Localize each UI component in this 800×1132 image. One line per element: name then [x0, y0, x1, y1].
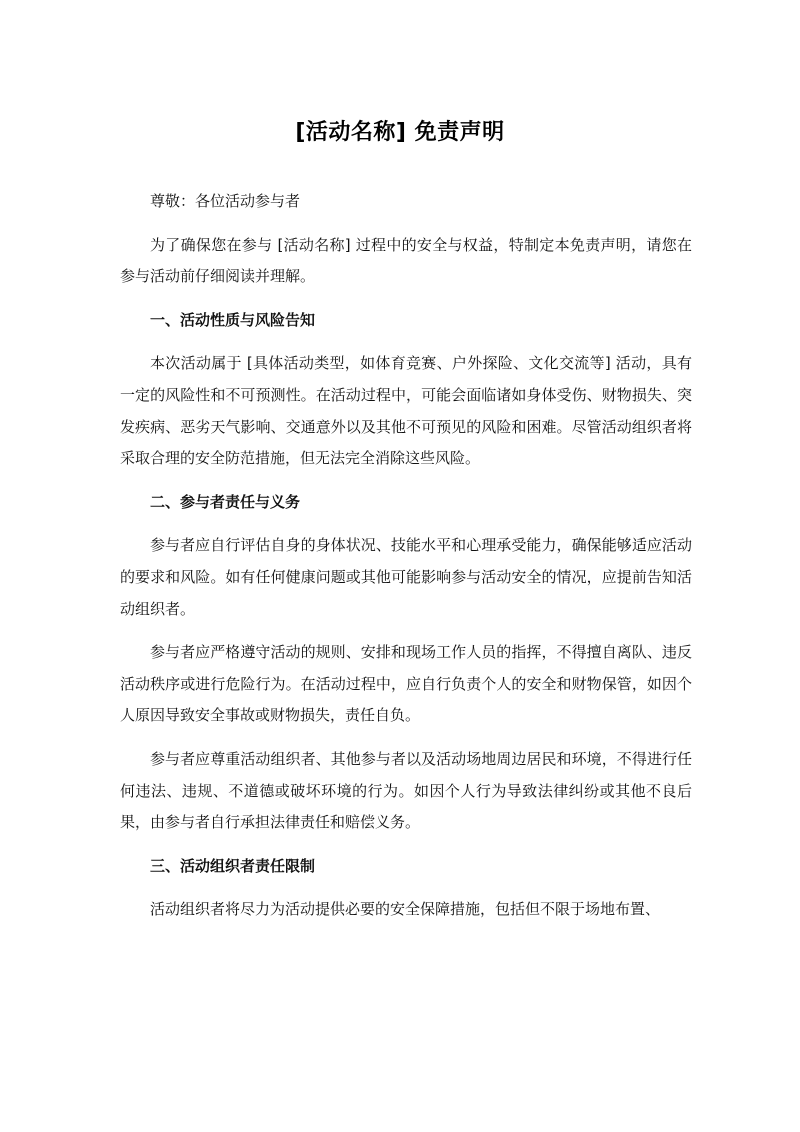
section-heading-organizer-liability: 三、活动组织者责任限制	[150, 856, 316, 875]
section-heading-risk-notice: 一、活动性质与风险告知	[150, 310, 316, 329]
intro-paragraph: 为了确保您在参与 [活动名称] 过程中的安全与权益，特制定本免责声明，请您在参与活动前仔细阅读并理解。	[120, 235, 692, 286]
section-2-paragraph-2: 参与者应严格遵守活动的规则、安排和现场工作人员的指挥，不得擅自离队、违反活动秩序或进行危险行为。在活动过程中，应自行负责个人的安全和财物保管，如因个人原因导致安全事故或财物损失，责任自负。	[120, 643, 692, 725]
section-1-paragraph-1: 本次活动属于 [具体活动类型，如体育竞赛、户外探险、文化交流等] 活动，具有一定的风险性和不可预测性。在活动过程中，可能会面临诸如身体受伤、财物损失、突发疾病、恶劣天气影响、交通意外以及其他不可预见的风险和困难。尽管活动组织者将采取合理的安全防范措施，但无法完全消除这些风险。	[120, 354, 692, 468]
section-3-paragraph-1: 活动组织者将尽力为活动提供必要的安全保障措施，包括但不限于场地布置、	[150, 900, 661, 919]
section-2-paragraph-3: 参与者应尊重活动组织者、其他参与者以及活动场地周边居民和环境，不得进行任何违法、违规、不道德或破坏环境的行为。如因个人行为导致法律纠纷或其他不良后果，由参与者自行承担法律责任和赔偿义务。	[120, 749, 692, 832]
section-2-paragraph-1: 参与者应自行评估自身的身体状况、技能水平和心理承受能力，确保能够适应活动的要求和风险。如有任何健康问题或其他可能影响参与活动安全的情况，应提前告知活动组织者。	[120, 536, 692, 618]
document-body	[120, 186, 692, 938]
greeting-line: 尊敬：各位活动参与者	[150, 192, 301, 210]
document-title: [活动名称] 免责声明	[295, 119, 505, 145]
section-heading-participant-duties: 二、参与者责任与义务	[150, 492, 301, 511]
